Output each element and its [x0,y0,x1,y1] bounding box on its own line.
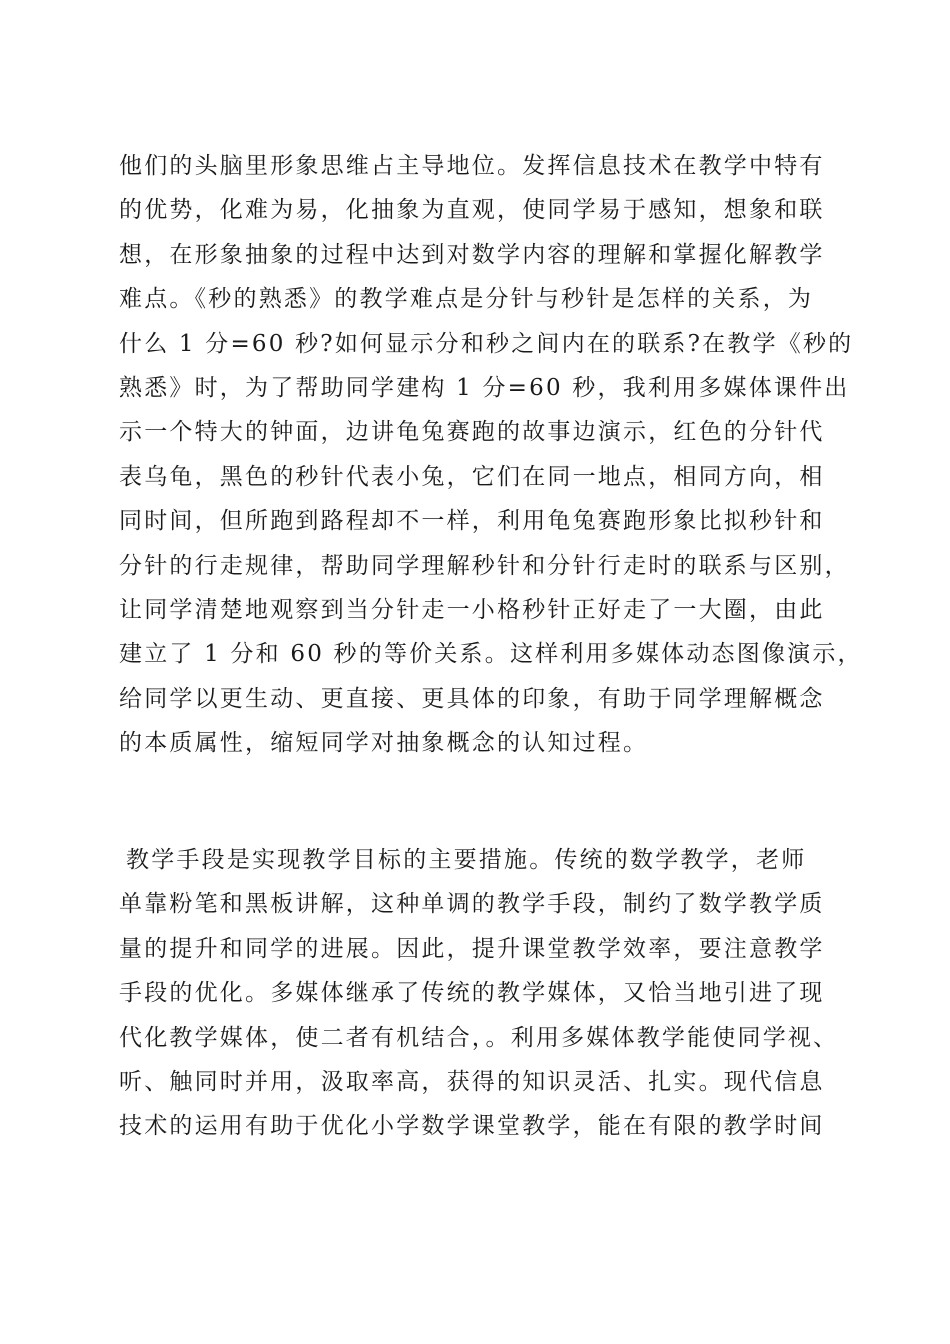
text-line: 手段的优化。多媒体继承了传统的教学媒体，又恰当地引进了现 [119,980,825,1007]
text-line: 的优势，化难为易，化抽象为直观，使同学易于感知，想象和联 [119,197,825,224]
paragraph-1 [119,144,863,765]
text-line: 熟悉》时，为了帮助同学建构 1 分=60 秒，我利用多媒体课件出 [119,374,850,401]
text-line: 建立了 1 分和 60 秒的等价关系。这样利用多媒体动态图像演示， [119,641,863,668]
text-line: 量的提升和同学的进展。因此，提升课堂教学效率，要注意教学 [119,935,825,962]
text-line: 分针的行走规律，帮助同学理解秒针和分针行走时的联系与区别， [119,552,850,579]
text-line: 什么 1 分=60 秒?如何显示分和秒之间内在的联系?在教学《秒的 [119,330,854,357]
text-line: 难点。《秒的熟悉》的教学难点是分针与秒针是怎样的关系，为 [119,286,814,313]
paragraph-2 [119,838,839,1149]
text-line: 表乌龟，黑色的秒针代表小兔，它们在同一地点，相同方向，相 [119,463,825,490]
text-line: 让同学清楚地观察到当分针走一小格秒针正好走了一大圈，由此 [119,596,825,623]
text-line: 想，在形象抽象的过程中达到对数学内容的理解和掌握化解教学 [119,241,825,268]
text-line: 听、触同时并用，汲取率高，获得的知识灵活、扎实。现代信息 [119,1068,825,1095]
text-line: 教学手段是实现教学目标的主要措施。传统的数学教学，老师 [126,847,807,873]
text-line: 的本质属性，缩短同学对抽象概念的认知过程。 [119,730,649,757]
text-line: 代化教学媒体，使二者有机结合，。利用多媒体教学能使同学视、 [119,1024,839,1051]
text-line: 单靠粉笔和黑板讲解，这种单调的教学手段，制约了数学教学质 [119,891,825,918]
text-line: 给同学以更生动、更直接、更具体的印象，有助于同学理解概念 [119,685,825,712]
text-line: 同时间，但所跑到路程却不一样，利用龟兔赛跑形象比拟秒针和 [119,508,825,535]
text-line: 他们的头脑里形象思维占主导地位。发挥信息技术在教学中特有 [119,153,825,179]
text-line: 示一个特大的钟面，边讲龟兔赛跑的故事边演示，红色的分针代 [119,419,825,446]
text-line: 技术的运用有助于优化小学数学课堂教学，能在有限的教学时间 [119,1113,825,1140]
